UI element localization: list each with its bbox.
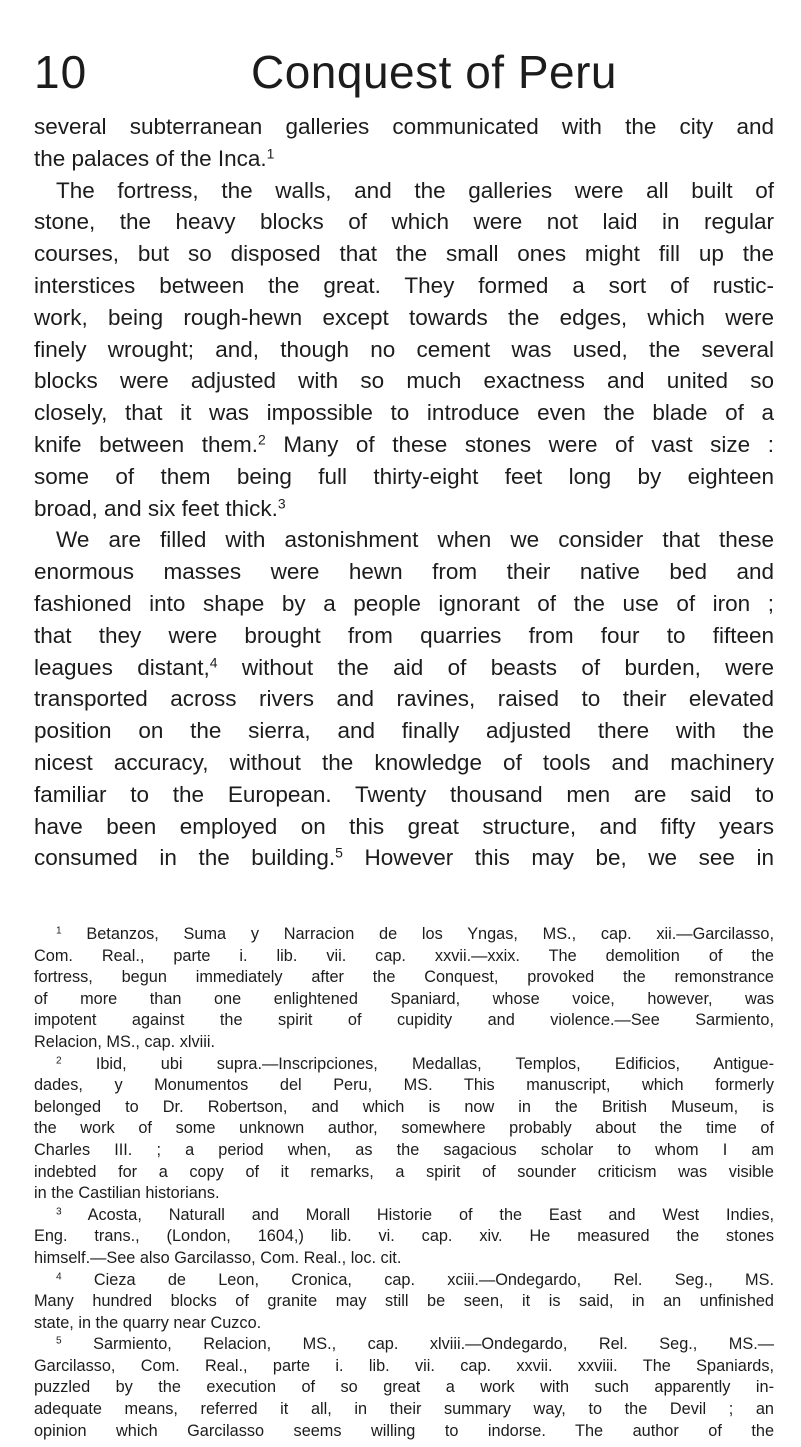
line-text: interstices between the great. They formed a sort of rustic-	[34, 272, 774, 298]
line-text: broad, and six feet thick.	[34, 495, 278, 521]
text-line	[34, 652, 774, 684]
text-line	[34, 811, 774, 843]
text-line	[34, 111, 774, 143]
text-line	[34, 461, 774, 493]
line-text: closely, that it was impossible to introduce even the blade of a	[34, 400, 774, 426]
line-text: some of them being full thirty-eight feet long by eighteen	[34, 463, 774, 489]
line-text: himself.—See also Garcilasso, Com. Real., loc. cit.	[34, 1248, 402, 1267]
footnote-marker: 2	[258, 431, 266, 448]
text-line	[34, 334, 774, 366]
line-text: consumed in the building.	[34, 845, 336, 871]
footnote-number: 3	[56, 1206, 62, 1218]
footnote-line	[34, 1010, 774, 1032]
text-line	[34, 524, 774, 556]
footnote-line	[34, 989, 774, 1011]
text-line	[34, 238, 774, 270]
footnote-line	[34, 1421, 774, 1443]
text-line	[34, 365, 774, 397]
line-text: belonged to Dr. Robertson, and which is now in the British Museum, is	[34, 1097, 774, 1116]
line-text: the work of some unknown author, somewhere probably about the time of	[34, 1119, 774, 1138]
footnote-line	[34, 1291, 774, 1313]
line-text: opinion which Garcilasso seems willing to indorse. The author of the	[34, 1421, 774, 1440]
line-text: leagues distant,	[34, 654, 210, 680]
footnote-line	[34, 1118, 774, 1140]
line-text: fortress, begun immediately after the Conquest, provoked the remonstrance	[34, 968, 774, 987]
footnote-line	[34, 1162, 774, 1184]
footnote-line	[34, 1140, 774, 1162]
text-line	[34, 683, 774, 715]
line-text: nicest accuracy, without the knowledge of tools and machinery	[34, 749, 774, 775]
text-line	[34, 620, 774, 652]
line-text: have been employed on this great structure, and fifty years	[34, 813, 774, 839]
line-text: We are filled with astonishment when we consider that these	[56, 527, 774, 553]
page-header	[34, 0, 774, 100]
text-line	[34, 397, 774, 429]
text-line	[34, 715, 774, 747]
footnote-line	[34, 1313, 774, 1335]
line-text: puzzled by the execution of so great a work with such apparently in-	[34, 1378, 774, 1397]
line-text: the palaces of the Inca.	[34, 145, 267, 171]
footnote-line	[34, 1334, 774, 1356]
line-text: Betanzos, Suma y Narracion de los Yngas, MS., cap. xii.—Garcilasso,	[61, 925, 774, 943]
footnote-marker: 5	[335, 844, 343, 861]
main-text	[34, 111, 774, 874]
footnote-line	[34, 1183, 774, 1205]
footnote-number: 1	[56, 925, 62, 937]
line-text: finely wrought; and, though no cement was used, the several	[34, 336, 774, 362]
line-text: blocks were adjusted with so much exactness and united so	[34, 368, 774, 394]
line-text: Many hundred blocks of granite may still be seen, it is said, in an unfinished	[34, 1292, 774, 1311]
footnote-line	[34, 1054, 774, 1076]
footnote-line	[34, 1075, 774, 1097]
line-text: adequate means, referred it all, in their summary way, to the Devil ; an	[34, 1400, 774, 1419]
line-text: dades, y Monumentos del Peru, MS. This manuscript, which formerly	[34, 1076, 774, 1095]
line-text: Eng. trans., (London, 1604,) lib. vi. cap. xiv. He measured the stones	[34, 1227, 774, 1246]
line-text: Ibid, ubi supra.—Inscripciones, Medallas, Templos, Edificios, Antigue-	[61, 1054, 774, 1073]
text-line	[34, 779, 774, 811]
text-line	[34, 175, 774, 207]
footnote-line	[34, 946, 774, 968]
footnotes	[34, 924, 774, 1442]
line-text: Charles III. ; a period when, as the sagacious scholar to whom I am	[34, 1140, 774, 1159]
line-text-continued: Many of these stones were of vast size :	[265, 431, 774, 457]
line-text: that they were brought from quarries from four to fifteen	[34, 622, 774, 648]
text-line	[34, 429, 774, 461]
line-text: state, in the quarry near Cuzco.	[34, 1313, 262, 1332]
line-text: Acosta, Naturall and Morall Historie of the East and West Indies,	[61, 1205, 774, 1224]
line-text: familiar to the European. Twenty thousand men are said to	[34, 781, 774, 807]
line-text: stone, the heavy blocks of which were not laid in regular	[34, 209, 774, 235]
text-line	[34, 206, 774, 238]
footnote-line	[34, 924, 774, 946]
line-text: Cieza de Leon, Cronica, cap. xciii.—Ondegardo, Rel. Seg., MS.	[61, 1270, 774, 1289]
line-text: Garcilasso, Com. Real., parte i. lib. vii. cap. xxvii. xxviii. The Spaniards,	[34, 1356, 774, 1375]
line-text: fashioned into shape by a people ignorant of the use of iron ;	[34, 590, 774, 616]
line-text: Sarmiento, Relacion, MS., cap. xlviii.—Ondegardo, Rel. Seg., MS.—	[61, 1335, 774, 1354]
line-text: position on the sierra, and finally adjusted there with the	[34, 718, 774, 744]
footnote-line	[34, 1032, 774, 1054]
footnote-number: 4	[56, 1270, 62, 1282]
line-text: courses, but so disposed that the small ones might fill up the	[34, 241, 774, 267]
line-text: impotent against the spirit of cupidity and violence.—See Sarmiento,	[34, 1011, 774, 1030]
line-text: work, being rough-hewn except towards the edges, which were	[34, 304, 774, 330]
footnote-number: 2	[56, 1055, 62, 1067]
line-text: enormous masses were hewn from their native bed and	[34, 559, 774, 585]
footnote-line	[34, 967, 774, 989]
line-text: in the Castilian historians.	[34, 1184, 220, 1203]
footnote-marker: 1	[266, 145, 275, 162]
footnote-line	[34, 1097, 774, 1119]
footnote-line	[34, 1270, 774, 1292]
line-text: transported across rivers and ravines, raised to their elevated	[34, 686, 774, 712]
line-text-continued: However this may be, we see in	[342, 845, 774, 871]
text-line	[34, 588, 774, 620]
text-line	[34, 302, 774, 334]
line-text: several subterranean galleries communicated with the city and	[34, 114, 774, 139]
footnote-line	[34, 1248, 774, 1270]
footnote-line	[34, 1356, 774, 1378]
footnote-line	[34, 1399, 774, 1421]
footnote-line	[34, 1226, 774, 1248]
footnote-marker: 4	[209, 653, 218, 670]
line-text: of more than one enlightened Spaniard, whose voice, however, was	[34, 989, 774, 1008]
footnote-line	[34, 1205, 774, 1227]
line-text: The fortress, the walls, and the galleries were all built of	[56, 177, 774, 203]
text-line	[34, 842, 774, 874]
book-page	[34, 0, 774, 1440]
line-text-continued: without the aid of beasts of burden, were	[217, 654, 774, 680]
footnote-marker: 3	[277, 494, 286, 511]
line-text: Com. Real., parte i. lib. vii. cap. xxvii.—xxix. The demolition of the	[34, 946, 774, 965]
line-text: knife between them.	[34, 431, 258, 457]
text-line	[34, 270, 774, 302]
text-line	[34, 143, 774, 175]
footnote-line	[34, 1377, 774, 1399]
text-line	[34, 493, 774, 525]
line-text: Relacion, MS., cap. xlviii.	[34, 1032, 215, 1051]
running-title: Conquest of Peru	[251, 46, 618, 98]
text-line	[34, 556, 774, 588]
text-line	[34, 747, 774, 779]
footnote-number: 5	[56, 1335, 62, 1347]
page-number: 10	[34, 46, 88, 98]
line-text: indebted for a copy of it remarks, a spirit of sounder criticism was visible	[34, 1162, 774, 1181]
